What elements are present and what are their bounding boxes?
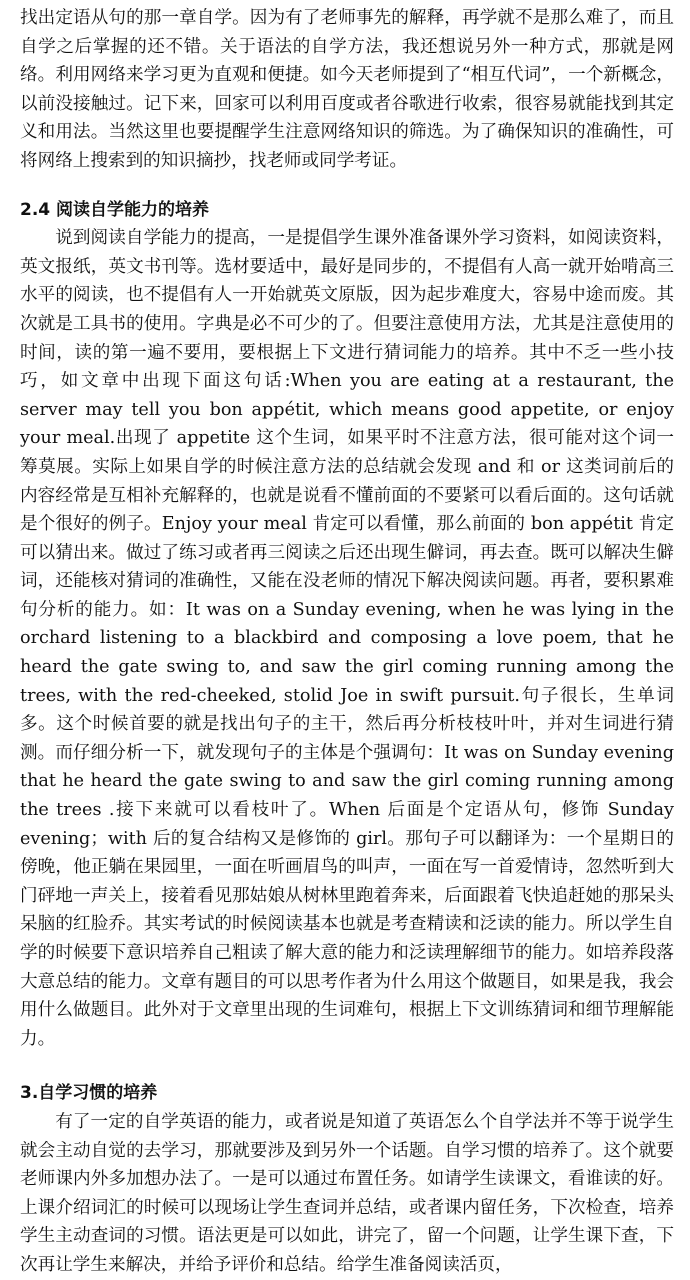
section-heading-habits: 3.自学习惯的培养 [20,1083,158,1104]
section-heading-reading: 2.4 阅读自学能力的培养 [20,199,210,220]
document-page [20,4,674,1280]
paragraph-reading-ability: 说到阅读自学能力的提高，一是提倡学生课外准备课外学习资料，如阅读资料，英文报纸，英文书刊等。选材要适中，最好是同步的，不提倡有人高一就开始啃高三水平的阅读，也不提倡有人一开始就英文原版，因为起步难度大，容易中途而废。其次就是工具书的使用。字典是必不可少的了。但要注意使用方法，尤其是注意使用的时间，读的第一遍不要用，要根据上下文进行猜词能力的培养。其中不乏一些小技巧，如文章中出现下面这句话:When you are eating at a restaurant, the server may tell you bon appétit, which means good appetite, or enjoy your meal.出现了 appetite 这个生词，如果平时不注意方法，很可能对这个词一筹莫展。实际上如果自学的时候注意方法的总结就会发现 and 和 or 这类词前后的内容经常是互相补充解释的，也就是说看不懂前面的不要紧可以看后面的。这句话就是个很好的例子。Enjoy your meal 肯定可以看懂，那么前面的 bon appétit 肯定可以猜出来。做过了练习或者再三阅读之后还出现生僻词，再去查。既可以解决生僻词，还能核对猜词的准确性，又能在没老师的情况下解决阅读问题。再者，要积累难句分析的能力。如：It was on a Sunday evening, when he was lying in the orchard listening to a blackbird and composing a love poem, that he heard the gate swing to, and saw the girl coming running among the trees, with the red-cheeked, stolid Joe in swift pursuit.句子很长，生单词多。这个时候首要的就是找出句子的主干，然后再分析枝枝叶叶，并对生词进行猜测。而仔细分析一下，就发现句子的主体是个强调句：It was on Sunday evening that he heard the gate swing to and saw the girl coming running among the trees .接下来就可以看枝叶了。When 后面是个定语从句，修饰 Sunday evening；with 后的复合结构又是修饰的 girl。那句子可以翻译为：一个星期日的傍晚，他正躺在果园里，一面在听画眉鸟的叫声，一面在写一首爱情诗，忽然听到大门砰地一声关上，接着看见那姑娘从树林里跑着奔来，后面跟着飞快追赶她的那呆头呆脑的红脸乔。其实考试的时候阅读基本也就是考查精读和泛读的能力。所以学生自学的时候要下意识培养自己粗读了解大意的能力和泛读理解细节的能力。如培养段落大意总结的能力。文章有题目的可以思考作者为什么用这个做题目，如果是我，我会用什么做题目。此外对于文章里出现的生词难句，根据上下文训练猜词和细节理解能力。 [20,228,674,1049]
paragraph-grammar-self-study: 找出定语从句的那一章自学。因为有了老师事先的解释，再学就不是那么难了，而且自学之后掌握的还不错。关于语法的自学方法，我还想说另外一种方式，那就是网络。利用网络来学习更为直观和便捷。如今天老师提到了“相互代词”，一个新概念，以前没接触过。记下来，回家可以利用百度或者谷歌进行收索，很容易就能找到其定义和用法。当然这里也要提醒学生注意网络知识的筛选。为了确保知识的准确性，可将网络上搜索到的知识摘抄，找老师或同学考证。 [20,8,674,171]
paragraph-self-study-habits: 有了一定的自学英语的能力，或者说是知道了英语怎么个自学法并不等于说学生就会主动自觉的去学习，那就要涉及到另外一个话题。自学习惯的培养了。这个就要老师课内外多加想办法了。一是可以通过布置任务。如请学生读课文，看谁读的好。上课介绍词汇的时候可以现场让学生查词并总结，或者课内留任务，下次检查，培养学生主动查词的习惯。语法更是可以如此，讲完了，留一个问题，让学生课下查，下次再让学生来解决，并给予评价和总结。给学生准备阅读活页， [20,1111,674,1275]
